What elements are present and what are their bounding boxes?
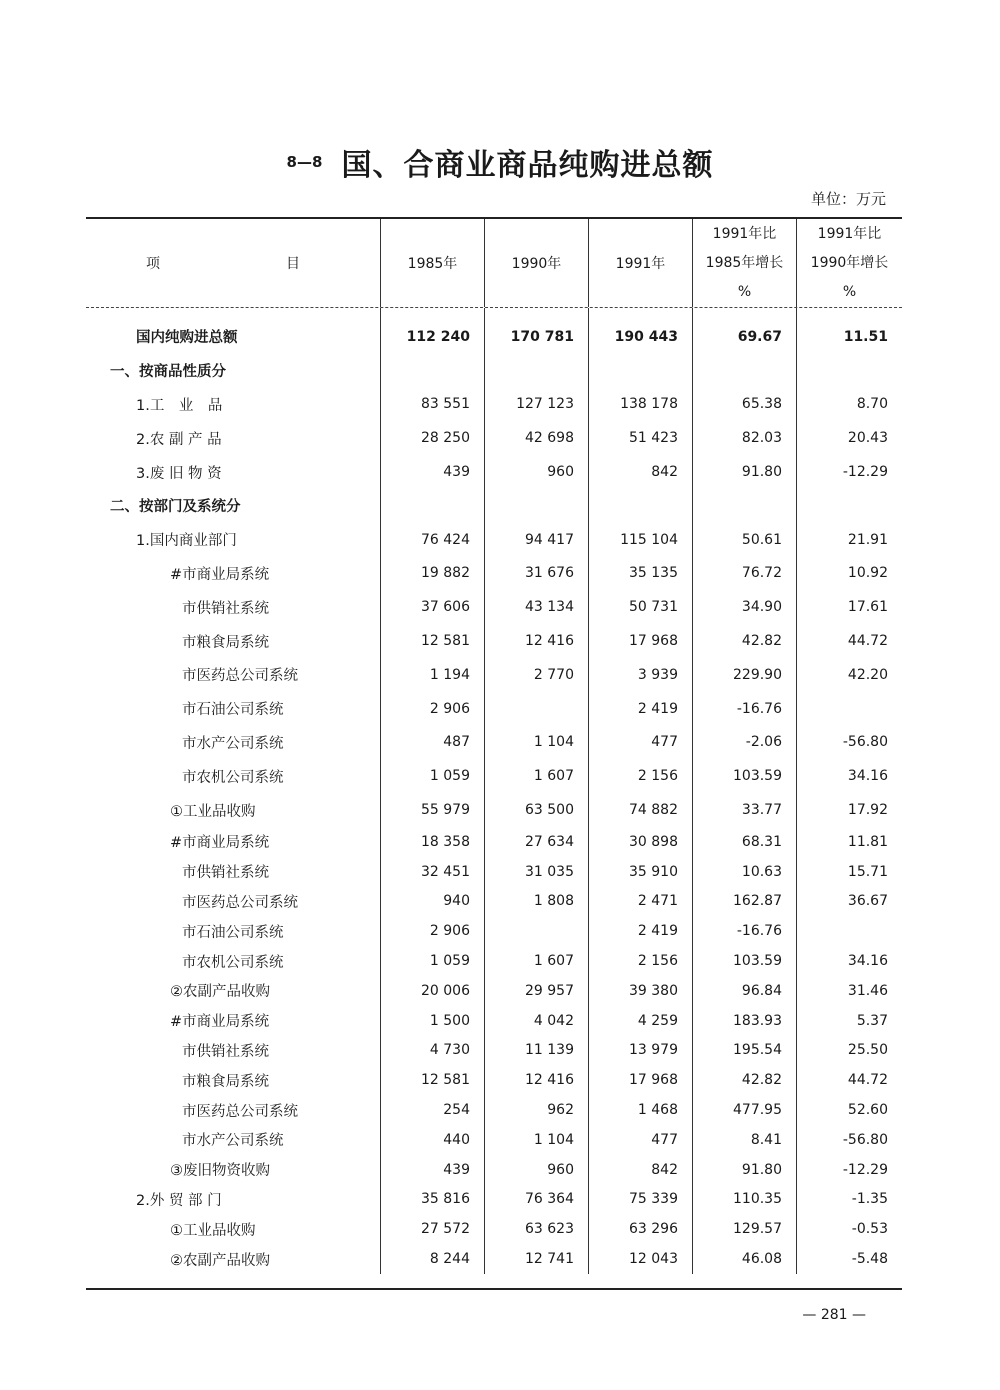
cell-v1985: 254 <box>380 1095 484 1125</box>
cell-v1985: 55 979 <box>380 793 484 827</box>
row-label: 二、按部门及系统分 <box>110 499 241 516</box>
cell-g85: 34.90 <box>692 590 796 624</box>
row-label: 市水产公司系统 <box>182 735 284 752</box>
cell-g90: 5.37 <box>796 1006 902 1036</box>
row-label: 市石油公司系统 <box>182 924 284 941</box>
cell-g90: 52.60 <box>796 1095 902 1125</box>
cell-g85 <box>692 489 796 523</box>
cell-v1990: 42 698 <box>484 421 588 455</box>
row-label: ②农副产品收购 <box>170 1252 270 1269</box>
cell-v1991: 2 419 <box>588 692 692 726</box>
cell-v1985: 4 730 <box>380 1036 484 1066</box>
cell-g85: 42.82 <box>692 624 796 658</box>
cell-v1985: 940 <box>380 887 484 917</box>
table-number: 8—8 <box>286 153 323 171</box>
cell-g85 <box>692 354 796 388</box>
cell-v1991: 30 898 <box>588 827 692 857</box>
cell-g90: 44.72 <box>796 624 902 658</box>
header-growth-1985 <box>692 219 796 307</box>
unit-label: 单位：万元 <box>810 190 886 208</box>
row-label: 1.工 业 品 <box>136 397 223 414</box>
cell-v1985: 27 572 <box>380 1214 484 1244</box>
header-item <box>86 219 380 307</box>
cell-g90: 10.92 <box>796 557 902 591</box>
cell-v1991: 138 178 <box>588 388 692 422</box>
cell-v1990: 11 139 <box>484 1036 588 1066</box>
cell-v1990: 962 <box>484 1095 588 1125</box>
cell-v1985: 32 451 <box>380 857 484 887</box>
cell-v1990: 1 607 <box>484 759 588 793</box>
cell-v1990: 12 741 <box>484 1244 588 1274</box>
cell-v1991: 477 <box>588 1125 692 1155</box>
cell-v1985: 1 500 <box>380 1006 484 1036</box>
cell-g85: 162.87 <box>692 887 796 917</box>
cell-v1991: 190 443 <box>588 320 692 354</box>
row-label: 一、按商品性质分 <box>110 364 226 381</box>
table-body <box>86 308 902 1274</box>
header-growth-1985-line2: 1985年增长 <box>705 254 784 271</box>
row-label: 市医药总公司系统 <box>182 668 298 685</box>
cell-v1991: 4 259 <box>588 1006 692 1036</box>
row-label: 1.国内商业部门 <box>136 533 237 550</box>
cell-v1990: 960 <box>484 455 588 489</box>
table-header <box>86 219 902 308</box>
row-label: 市粮食局系统 <box>182 634 269 651</box>
cell-g85: 103.59 <box>692 759 796 793</box>
header-growth-1985-line3: % <box>737 283 752 300</box>
cell-v1991: 12 043 <box>588 1244 692 1274</box>
cell-v1990: 1 808 <box>484 887 588 917</box>
cell-g85: 91.80 <box>692 1155 796 1185</box>
cell-g85: 69.67 <box>692 320 796 354</box>
table-title: 国、合商业商品纯购进总额 <box>341 148 714 183</box>
cell-v1991: 1 468 <box>588 1095 692 1125</box>
cell-v1990 <box>484 692 588 726</box>
row-label: 2.外 贸 部 门 <box>136 1192 222 1209</box>
cell-g90: -56.80 <box>796 1125 902 1155</box>
cell-v1990: 170 781 <box>484 320 588 354</box>
cell-g90: 21.91 <box>796 523 902 557</box>
cell-v1991: 35 910 <box>588 857 692 887</box>
cell-v1990: 960 <box>484 1155 588 1185</box>
row-label: 3.废 旧 物 资 <box>136 465 222 482</box>
cell-v1985: 440 <box>380 1125 484 1155</box>
cell-v1991 <box>588 354 692 388</box>
cell-g85: 91.80 <box>692 455 796 489</box>
cell-v1990: 29 957 <box>484 976 588 1006</box>
cell-g90: 15.71 <box>796 857 902 887</box>
cell-v1985: 1 059 <box>380 946 484 976</box>
cell-v1990: 127 123 <box>484 388 588 422</box>
cell-g90: 11.81 <box>796 827 902 857</box>
cell-v1991: 3 939 <box>588 658 692 692</box>
row-label: 国内纯购进总额 <box>136 330 238 347</box>
cell-v1990 <box>484 916 588 946</box>
cell-v1991: 842 <box>588 455 692 489</box>
cell-g90: -1.35 <box>796 1185 902 1215</box>
cell-g90: 42.20 <box>796 658 902 692</box>
cell-g85: 229.90 <box>692 658 796 692</box>
cell-v1985: 2 906 <box>380 692 484 726</box>
spacer-cell <box>484 308 588 320</box>
row-label: ①工业品收购 <box>170 803 256 820</box>
cell-v1990: 12 416 <box>484 624 588 658</box>
cell-v1991: 477 <box>588 726 692 760</box>
cell-g85: 46.08 <box>692 1244 796 1274</box>
cell-g90: 31.46 <box>796 976 902 1006</box>
cell-g90: 11.51 <box>796 320 902 354</box>
cell-g85: -16.76 <box>692 916 796 946</box>
header-item-left: 项 <box>146 256 160 272</box>
cell-g90 <box>796 489 902 523</box>
table-bottom-rule <box>86 1288 902 1290</box>
cell-g85: 129.57 <box>692 1214 796 1244</box>
cell-g90: 8.70 <box>796 388 902 422</box>
cell-g85: 65.38 <box>692 388 796 422</box>
cell-v1985: 1 194 <box>380 658 484 692</box>
cell-v1991: 63 296 <box>588 1214 692 1244</box>
cell-g85: -2.06 <box>692 726 796 760</box>
cell-v1985 <box>380 489 484 523</box>
cell-g85: 103.59 <box>692 946 796 976</box>
cell-v1985: 8 244 <box>380 1244 484 1274</box>
cell-g85: 68.31 <box>692 827 796 857</box>
header-growth-1985-line1: 1991年比 <box>712 225 777 242</box>
spacer-cell <box>86 308 380 320</box>
cell-v1991: 74 882 <box>588 793 692 827</box>
cell-v1985: 487 <box>380 726 484 760</box>
cell-g90 <box>796 354 902 388</box>
cell-v1990: 31 676 <box>484 557 588 591</box>
cell-g90: -12.29 <box>796 455 902 489</box>
spacer-cell <box>796 308 902 320</box>
cell-v1991: 17 968 <box>588 624 692 658</box>
cell-v1990: 94 417 <box>484 523 588 557</box>
header-item-right: 目 <box>286 256 300 272</box>
cell-g85: 96.84 <box>692 976 796 1006</box>
cell-g85: 10.63 <box>692 857 796 887</box>
header-growth-1990 <box>796 219 902 307</box>
cell-v1985: 18 358 <box>380 827 484 857</box>
row-label: 市水产公司系统 <box>182 1133 284 1150</box>
cell-v1991: 115 104 <box>588 523 692 557</box>
cell-g90: 17.92 <box>796 793 902 827</box>
cell-v1985: 19 882 <box>380 557 484 591</box>
cell-v1985: 12 581 <box>380 624 484 658</box>
row-label: ③废旧物资收购 <box>170 1163 270 1180</box>
cell-g90: 20.43 <box>796 421 902 455</box>
row-label: ①工业品收购 <box>170 1222 256 1239</box>
cell-g90: -12.29 <box>796 1155 902 1185</box>
cell-v1985: 37 606 <box>380 590 484 624</box>
cell-v1991: 2 156 <box>588 946 692 976</box>
row-label: 市医药总公司系统 <box>182 894 298 911</box>
header-growth-1990-line1: 1991年比 <box>817 225 882 242</box>
cell-v1991: 51 423 <box>588 421 692 455</box>
cell-v1985: 112 240 <box>380 320 484 354</box>
header-1990: 1990年 <box>484 219 588 307</box>
cell-v1991: 50 731 <box>588 590 692 624</box>
cell-v1990: 31 035 <box>484 857 588 887</box>
cell-g90: -5.48 <box>796 1244 902 1274</box>
row-label: 市农机公司系统 <box>182 769 284 786</box>
cell-g90: 36.67 <box>796 887 902 917</box>
cell-v1991: 2 419 <box>588 916 692 946</box>
cell-g85: 110.35 <box>692 1185 796 1215</box>
cell-v1991: 2 156 <box>588 759 692 793</box>
cell-v1985: 83 551 <box>380 388 484 422</box>
cell-g85: 195.54 <box>692 1036 796 1066</box>
cell-v1990: 4 042 <box>484 1006 588 1036</box>
cell-g90: 25.50 <box>796 1036 902 1066</box>
cell-v1990: 1 607 <box>484 946 588 976</box>
cell-v1991: 842 <box>588 1155 692 1185</box>
cell-g90: -56.80 <box>796 726 902 760</box>
spacer-cell <box>380 308 484 320</box>
cell-v1985: 35 816 <box>380 1185 484 1215</box>
cell-v1985: 28 250 <box>380 421 484 455</box>
page-number: — 281 — <box>802 1307 866 1323</box>
cell-v1985: 439 <box>380 455 484 489</box>
cell-v1990: 1 104 <box>484 726 588 760</box>
cell-g90: 34.16 <box>796 759 902 793</box>
spacer-cell <box>692 308 796 320</box>
cell-g85: 82.03 <box>692 421 796 455</box>
cell-g90: 44.72 <box>796 1065 902 1095</box>
cell-v1990: 76 364 <box>484 1185 588 1215</box>
cell-g85: 42.82 <box>692 1065 796 1095</box>
row-label: #市商业局系统 <box>170 1014 270 1031</box>
cell-v1991 <box>588 489 692 523</box>
row-label: 市石油公司系统 <box>182 702 284 719</box>
cell-g85: 183.93 <box>692 1006 796 1036</box>
header-growth-1990-line2: 1990年增长 <box>810 254 889 271</box>
row-label: ②农副产品收购 <box>170 984 270 1001</box>
row-label: 市农机公司系统 <box>182 954 284 971</box>
cell-g85: 76.72 <box>692 557 796 591</box>
cell-g85: 8.41 <box>692 1125 796 1155</box>
cell-v1991: 2 471 <box>588 887 692 917</box>
row-label: #市商业局系统 <box>170 566 270 583</box>
cell-v1990: 43 134 <box>484 590 588 624</box>
header-1991: 1991年 <box>588 219 692 307</box>
spacer-cell <box>588 308 692 320</box>
cell-g85: 33.77 <box>692 793 796 827</box>
cell-v1991: 35 135 <box>588 557 692 591</box>
cell-v1990: 1 104 <box>484 1125 588 1155</box>
cell-v1990: 2 770 <box>484 658 588 692</box>
row-label: 2.农 副 产 品 <box>136 431 222 448</box>
cell-g90 <box>796 916 902 946</box>
cell-g85: 477.95 <box>692 1095 796 1125</box>
row-label: 市粮食局系统 <box>182 1073 269 1090</box>
cell-v1985: 20 006 <box>380 976 484 1006</box>
cell-g85: 50.61 <box>692 523 796 557</box>
cell-v1991: 17 968 <box>588 1065 692 1095</box>
cell-v1985: 2 906 <box>380 916 484 946</box>
row-label: 市医药总公司系统 <box>182 1103 298 1120</box>
page-title <box>0 140 1000 184</box>
cell-v1990: 63 623 <box>484 1214 588 1244</box>
cell-g90: -0.53 <box>796 1214 902 1244</box>
cell-v1991: 75 339 <box>588 1185 692 1215</box>
cell-v1990 <box>484 354 588 388</box>
cell-g90 <box>796 692 902 726</box>
cell-v1990: 63 500 <box>484 793 588 827</box>
cell-v1985: 1 059 <box>380 759 484 793</box>
cell-v1990: 27 634 <box>484 827 588 857</box>
cell-v1990 <box>484 489 588 523</box>
cell-v1991: 39 380 <box>588 976 692 1006</box>
row-label: #市商业局系统 <box>170 835 270 852</box>
row-label: 市供销社系统 <box>182 1043 269 1060</box>
data-table <box>86 217 902 1274</box>
header-1985: 1985年 <box>380 219 484 307</box>
cell-g90: 34.16 <box>796 946 902 976</box>
cell-g90: 17.61 <box>796 590 902 624</box>
row-label: 市供销社系统 <box>182 600 269 617</box>
cell-v1985: 439 <box>380 1155 484 1185</box>
cell-v1991: 13 979 <box>588 1036 692 1066</box>
cell-v1985: 76 424 <box>380 523 484 557</box>
header-growth-1990-line3: % <box>842 283 857 300</box>
cell-v1990: 12 416 <box>484 1065 588 1095</box>
cell-v1985 <box>380 354 484 388</box>
cell-v1985: 12 581 <box>380 1065 484 1095</box>
row-label: 市供销社系统 <box>182 865 269 882</box>
cell-g85: -16.76 <box>692 692 796 726</box>
